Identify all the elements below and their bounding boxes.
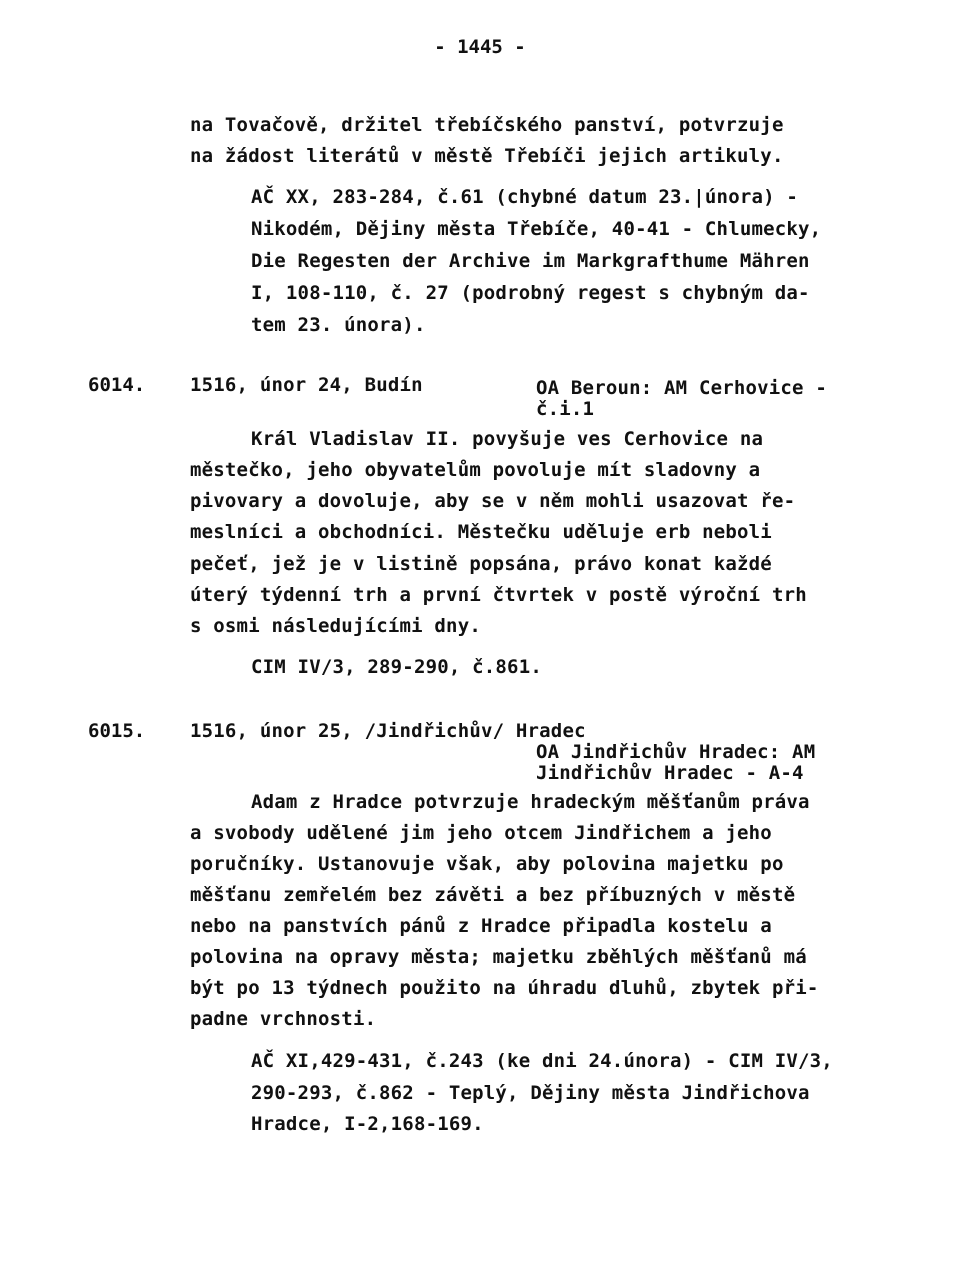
body-line: padne vrchnosti.: [190, 1008, 377, 1030]
body-line: městečko, jeho obyvatelům povoluje mít sladovny a: [190, 459, 761, 481]
body-line: být po 13 týdnech použito na úhradu dluhů, zbytek při-: [190, 977, 819, 999]
body-line: polovina na opravy města; majetku zběhlých měšťanů má: [190, 946, 807, 968]
reference-line: AČ XI,429-431, č.243 (ke dni 24.února) - CIM IV/3,: [251, 1050, 833, 1072]
reference-line: AČ XX, 283-284, č.61 (chybné datum 23.|února) -: [251, 186, 799, 208]
body-line: s osmi následujícími dny.: [190, 615, 481, 637]
reference-line: Hradce, I-2,168-169.: [251, 1113, 484, 1135]
body-line: měšťanu zemřelém bez závěti a bez příbuzných v městě: [190, 884, 796, 906]
entry-date-place: 1516, únor 25, /Jindřichův/ Hradec: [190, 720, 586, 742]
body-line: na Tovačově, držitel třebíčského panství, potvrzuje: [190, 114, 784, 136]
entry-number: 6015.: [88, 720, 146, 742]
body-line: a svobody udělené jim jeho otcem Jindřichem a jeho: [190, 822, 772, 844]
reference-line: I, 108-110, č. 27 (podrobný regest s chybným da-: [251, 282, 810, 304]
body-line: na žádost literátů v městě Třebíči jejich artikuly.: [190, 145, 784, 167]
reference-line: Nikodém, Dějiny města Třebíče, 40-41 - Chlumecky,: [251, 218, 822, 240]
body-line: poručníky. Ustanovuje však, aby polovina majetku po: [190, 853, 784, 875]
entry-number: 6014.: [88, 374, 146, 396]
page-number: - 1445 -: [434, 36, 526, 58]
archive-signature: OA Beroun: AM Cerhovice -: [536, 377, 827, 399]
body-line: Adam z Hradce potvrzuje hradeckým měšťanům práva: [251, 791, 810, 813]
body-line: pečeť, jež je v listině popsána, právo konat každé: [190, 553, 772, 575]
body-line: pivovary a dovoluje, aby se v něm mohli usazovat ře-: [190, 490, 796, 512]
reference-line: Die Regesten der Archive im Markgrafthume Mähren: [251, 250, 810, 272]
archive-signature: OA Jindřichův Hradec: AM: [536, 741, 816, 763]
body-line: úterý týdenní trh a první čtvrtek v postě výroční trh: [190, 584, 807, 606]
reference-line: tem 23. února).: [251, 314, 426, 336]
body-line: meslníci a obchodníci. Městečku uděluje erb neboli: [190, 521, 772, 543]
reference-line: CIM IV/3, 289-290, č.861.: [251, 656, 542, 678]
entry-date-place: 1516, únor 24, Budín: [190, 374, 423, 396]
body-line: Král Vladislav II. povyšuje ves Cerhovice na: [251, 428, 764, 450]
reference-line: 290-293, č.862 - Teplý, Dějiny města Jindřichova: [251, 1082, 810, 1104]
archive-signature: Jindřichův Hradec - A-4: [536, 762, 804, 784]
archive-signature: č.i.1: [536, 398, 595, 420]
body-line: nebo na panstvích pánů z Hradce připadla kostelu a: [190, 915, 772, 937]
